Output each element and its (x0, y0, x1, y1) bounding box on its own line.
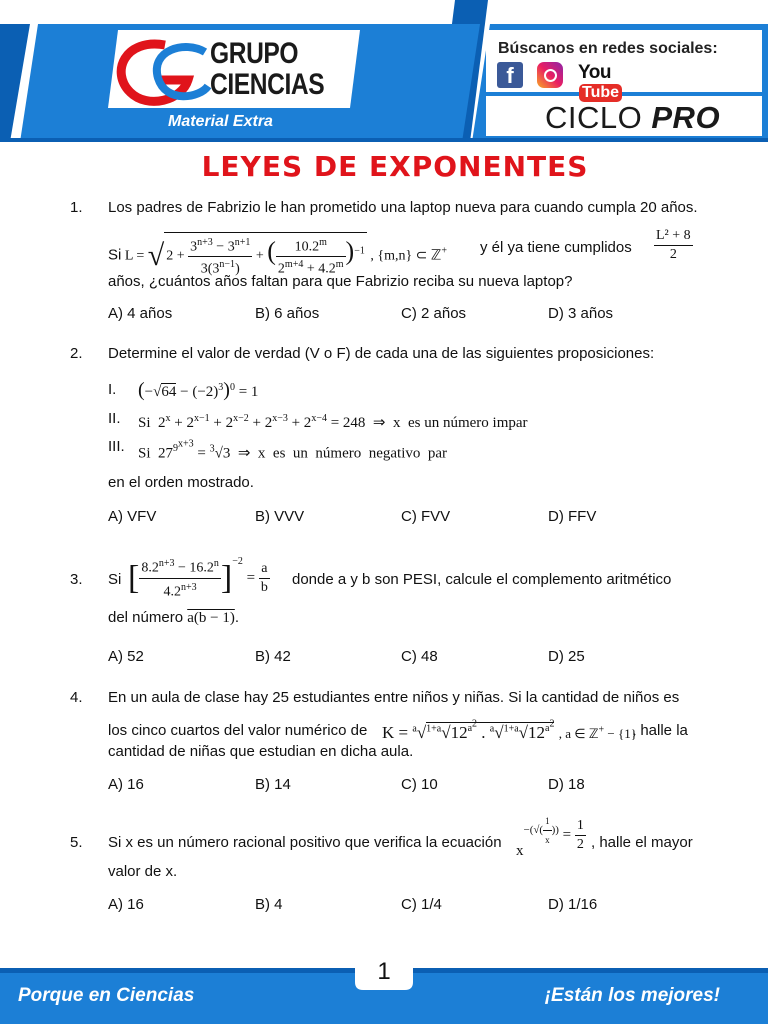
q3-line2: del número a(b − 1). (108, 609, 239, 626)
instagram-icon[interactable] (537, 62, 563, 88)
q2-item3-label: III. (108, 438, 125, 455)
q4-option-b[interactable]: B) 14 (255, 776, 291, 793)
q1-frac-den: 2 (654, 245, 693, 264)
q4-line3: cantidad de niñas que estudian en dicha aula. (108, 743, 414, 760)
q1-option-b[interactable]: B) 6 años (255, 305, 320, 322)
q5-option-c[interactable]: C) 1/4 (401, 896, 442, 913)
q5-option-b[interactable]: B) 4 (255, 896, 283, 913)
q1-number: 1. (70, 199, 83, 216)
q2-item1-expr: $(-√64 - (-2)^3)^0 = 1$ (138, 379, 259, 401)
q2-line1: Determine el valor de verdad (V o F) de cada una de las siguientes proposiciones: (108, 345, 655, 362)
q4-expression: $K = ^a√^{1+a}√12^{a^2}$ . $^a√^{1+a}√12^{a^2}$ , a ∈ ℤ+ − {1} (382, 719, 637, 742)
facebook-icon[interactable]: f (497, 62, 523, 88)
youtube-icon[interactable] (578, 62, 644, 101)
q4-option-c[interactable]: C) 10 (401, 776, 438, 793)
page-header (0, 0, 768, 142)
page-number: 1 (377, 958, 391, 985)
q1-option-d[interactable]: D) 3 años (548, 305, 614, 322)
page-title: LEYES DE EXPONENTES (201, 150, 589, 183)
q2-option-a[interactable]: A) VFV (108, 508, 157, 525)
q5-option-a[interactable]: A) 16 (108, 896, 144, 913)
ciclo-label (545, 100, 720, 136)
q4-option-d[interactable]: D) 18 (548, 776, 585, 793)
ciclo-word: CICLO (545, 100, 643, 135)
q1-fraction (654, 227, 693, 264)
brand-line2: CIENCIAS (210, 68, 325, 101)
q3-expression: [ $\frac{8.2^{n+3} - 16.2^n}{4.2^{n+3}}$ ]$^{-2}$ = $\frac{a}{b}$ (128, 556, 268, 600)
q3-option-d[interactable]: D) 25 (548, 648, 585, 665)
q4-line2-pre: los cinco cuartos del valor numérico de (108, 722, 368, 739)
footer-slogan-right: ¡Están los mejores! (544, 985, 720, 1006)
brand-line1: GRUPO (210, 37, 299, 70)
q1-option-c[interactable]: C) 2 años (401, 305, 467, 322)
youtube-tube-text: Tube (579, 84, 622, 102)
q5-line1-post: , halle el mayor (591, 834, 693, 851)
q5-option-d[interactable]: D) 1/16 (548, 896, 598, 913)
q3-option-b[interactable]: B) 42 (255, 648, 291, 665)
q1-line3: años, ¿cuántos años faltan para que Fabrizio reciba su nueva laptop? (108, 273, 573, 290)
q4-line2-post: , halle la (632, 722, 688, 739)
q5-line1-pre: Si x es un número racional positivo que verifica la ecuación (108, 834, 502, 851)
brand-name (210, 38, 324, 100)
q2-item3-expr: Si $27^{9^{x+3}} = ^3√3$ ⇒ x es un número negativo par (138, 439, 448, 462)
q4-option-a[interactable]: A) 16 (108, 776, 144, 793)
q5-number: 5. (70, 834, 83, 851)
q1-option-a[interactable]: A) 4 años (108, 305, 173, 322)
ciclo-pro: PRO (651, 100, 721, 135)
social-title: Búscanos en redes sociales: (498, 40, 718, 57)
q3-si: Si (108, 571, 122, 588)
q3-option-c[interactable]: C) 48 (401, 648, 438, 665)
q2-item2-label: II. (108, 410, 121, 427)
q2-option-b[interactable]: B) VVV (255, 508, 305, 525)
q2-item1-label: I. (108, 381, 117, 398)
youtube-you-text: You (578, 62, 611, 83)
q3-option-a[interactable]: A) 52 (108, 648, 144, 665)
material-extra-label: Material Extra (168, 113, 273, 130)
q2-item2-expr: Si $2^x + 2^{x-1} + 2^{x-2} + 2^{x-3} + 2^{x-4} = 248$ ⇒ x es un número impar (138, 413, 528, 431)
q1-mid-text: y él ya tiene cumplidos (480, 239, 632, 256)
q3-number: 3. (70, 571, 83, 588)
q5-line2: valor de x. (108, 863, 178, 880)
q1-frac-num: L² + 8 (656, 228, 691, 243)
q4-number: 4. (70, 689, 83, 706)
q3-rest: donde a y b son PESI, calcule el complemento aritmético (292, 571, 672, 588)
q1-si: Si (108, 246, 122, 264)
q2-closing: en el orden mostrado. (108, 474, 254, 491)
q1-expression: Si L = √ 2 + $\frac{3^{n+3} - 3^{n+1}}{3(3^{n-1})}$ + ( $\frac{10.2^m}{2^{m+4} + 4.2^m}$ )$^{-1}$ , {m,n} ⊂ ℤ+ (108, 232, 447, 279)
q2-option-d[interactable]: D) FFV (548, 508, 597, 525)
footer-slogan-left: Porque en Ciencias (18, 985, 195, 1006)
q4-line1: En un aula de clase hay 25 estudiantes entre niños y niñas. Si la cantidad de niños es (108, 689, 680, 706)
q1-line1: Los padres de Fabrizio le han prometido una laptop nueva para cuando cumpla 20 años. (108, 199, 698, 216)
q2-option-c[interactable]: C) FVV (401, 508, 451, 525)
q2-number: 2. (70, 345, 83, 362)
q5-expression: $x^{-(√( \frac{1}{x} ))}$ = $\frac{1}{2}$ (516, 816, 584, 860)
